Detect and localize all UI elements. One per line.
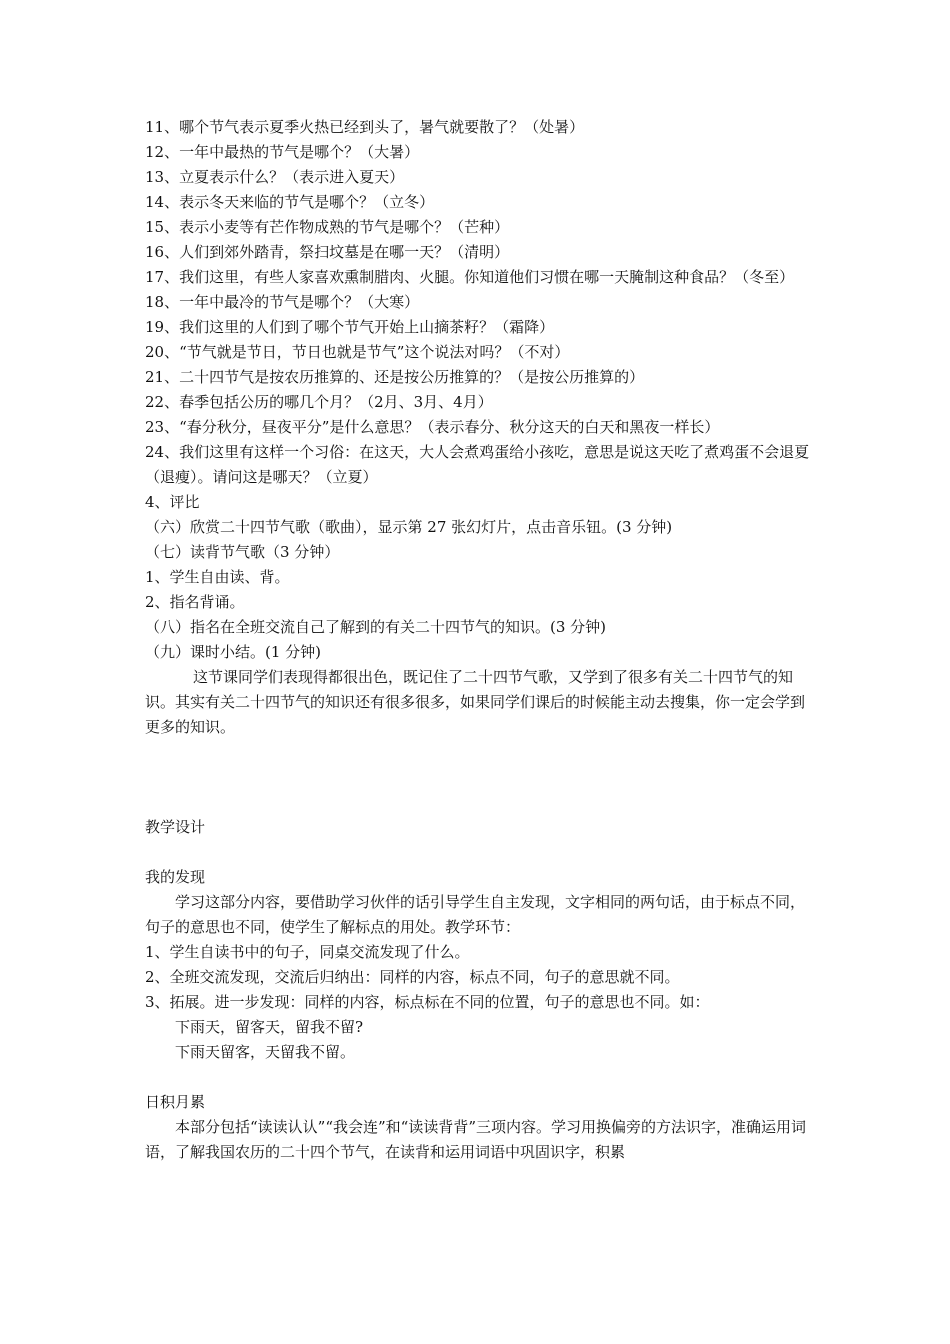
- spacer: [145, 1065, 813, 1090]
- discovery-item-2: 2、全班交流发现，交流后归纳出：同样的内容，标点不同，句子的意思就不同。: [145, 968, 680, 986]
- discovery-example-1: 下雨天，留客天，留我不留?: [175, 1018, 364, 1036]
- document-page: [145, 115, 813, 1165]
- design-title: 教学设计: [145, 818, 206, 836]
- question-16: 16、人们到郊外踏青，祭扫坟墓是在哪一天？（清明）: [145, 243, 510, 261]
- step-seven-item-1: 1、学生自由读、背。: [145, 568, 290, 586]
- discovery-item-3: 3、拓展。进一步发现：同样的内容，标点标在不同的位置，句子的意思也不同。如：: [145, 993, 710, 1011]
- question-18: 18、一年中最冷的节气是哪个？（大寒）: [145, 293, 420, 311]
- question-22: 22、春季包括公历的哪几个月？（2月、3月、4月）: [145, 393, 493, 411]
- lesson-summary: 这节课同学们表现得都很出色，既记住了二十四节气歌，又学到了很多有关二十四节气的知识。其实有关二十四节气的知识还有很多很多，如果同学们课后的时候能主动去搜集，你一定会学到更多的知识。: [145, 668, 806, 736]
- spacer: [145, 840, 813, 865]
- question-19: 19、我们这里的人们到了哪个节气开始上山摘茶籽？（霜降）: [145, 318, 555, 336]
- question-23: 23、“春分秋分，昼夜平分”是什么意思？（表示春分、秋分这天的白天和黑夜一样长）: [145, 418, 720, 436]
- step-seven-item-2: 2、指名背诵。: [145, 593, 245, 611]
- question-17: 17、我们这里，有些人家喜欢熏制腊肉、火腿。你知道他们习惯在哪一天腌制这种食品？（冬至）: [145, 268, 795, 286]
- step-nine: （九）课时小结。(1 分钟): [145, 643, 322, 661]
- discovery-item-1: 1、学生自读书中的句子，同桌交流发现了什么。: [145, 943, 470, 961]
- step-seven: （七）读背节气歌（3 分钟）: [145, 543, 340, 561]
- question-14: 14、表示冬天来临的节气是哪个？（立冬）: [145, 193, 435, 211]
- question-24: 24、我们这里有这样一个习俗：在这天，大人会煮鸡蛋给小孩吃，意思是说这天吃了煮鸡蛋不会退夏（退瘦）。请问这是哪天？（立夏）: [145, 443, 810, 486]
- discovery-heading: 我的发现: [145, 868, 206, 886]
- question-12: 12、一年中最热的节气是哪个？（大暑）: [145, 143, 420, 161]
- question-13: 13、立夏表示什么？（表示进入夏天）: [145, 168, 405, 186]
- question-15: 15、表示小麦等有芒作物成熟的节气是哪个？（芒种）: [145, 218, 510, 236]
- question-20: 20、“节气就是节日，节日也就是节气”这个说法对吗？（不对）: [145, 343, 570, 361]
- accumulate-heading: 日积月累: [145, 1093, 206, 1111]
- question-11: 11、哪个节气表示夏季火热已经到头了，暑气就要散了？（处暑）: [145, 118, 585, 136]
- spacer: [145, 740, 813, 815]
- discovery-intro: 学习这部分内容，要借助学习伙伴的话引导学生自主发现，文字相同的两句话，由于标点不同，句子的意思也不同，使学生了解标点的用处。教学环节：: [145, 893, 806, 936]
- step-eight: （八）指名在全班交流自己了解到的有关二十四节气的知识。(3 分钟): [145, 618, 607, 636]
- discovery-example-2: 下雨天留客，天留我不留。: [175, 1043, 356, 1061]
- step-six: （六）欣赏二十四节气歌（歌曲），显示第 27 张幻灯片，点击音乐钮。(3 分钟): [145, 518, 673, 536]
- question-21: 21、二十四节气是按农历推算的、还是按公历推算的？（是按公历推算的）: [145, 368, 645, 386]
- step-evaluate: 4、评比: [145, 493, 200, 511]
- accumulate-intro: 本部分包括“读读认认”“我会连”和“读读背背”三项内容。学习用换偏旁的方法识字，准确运用词语，了解我国农历的二十四个节气，在读背和运用词语中巩固识字，积累: [145, 1118, 807, 1161]
